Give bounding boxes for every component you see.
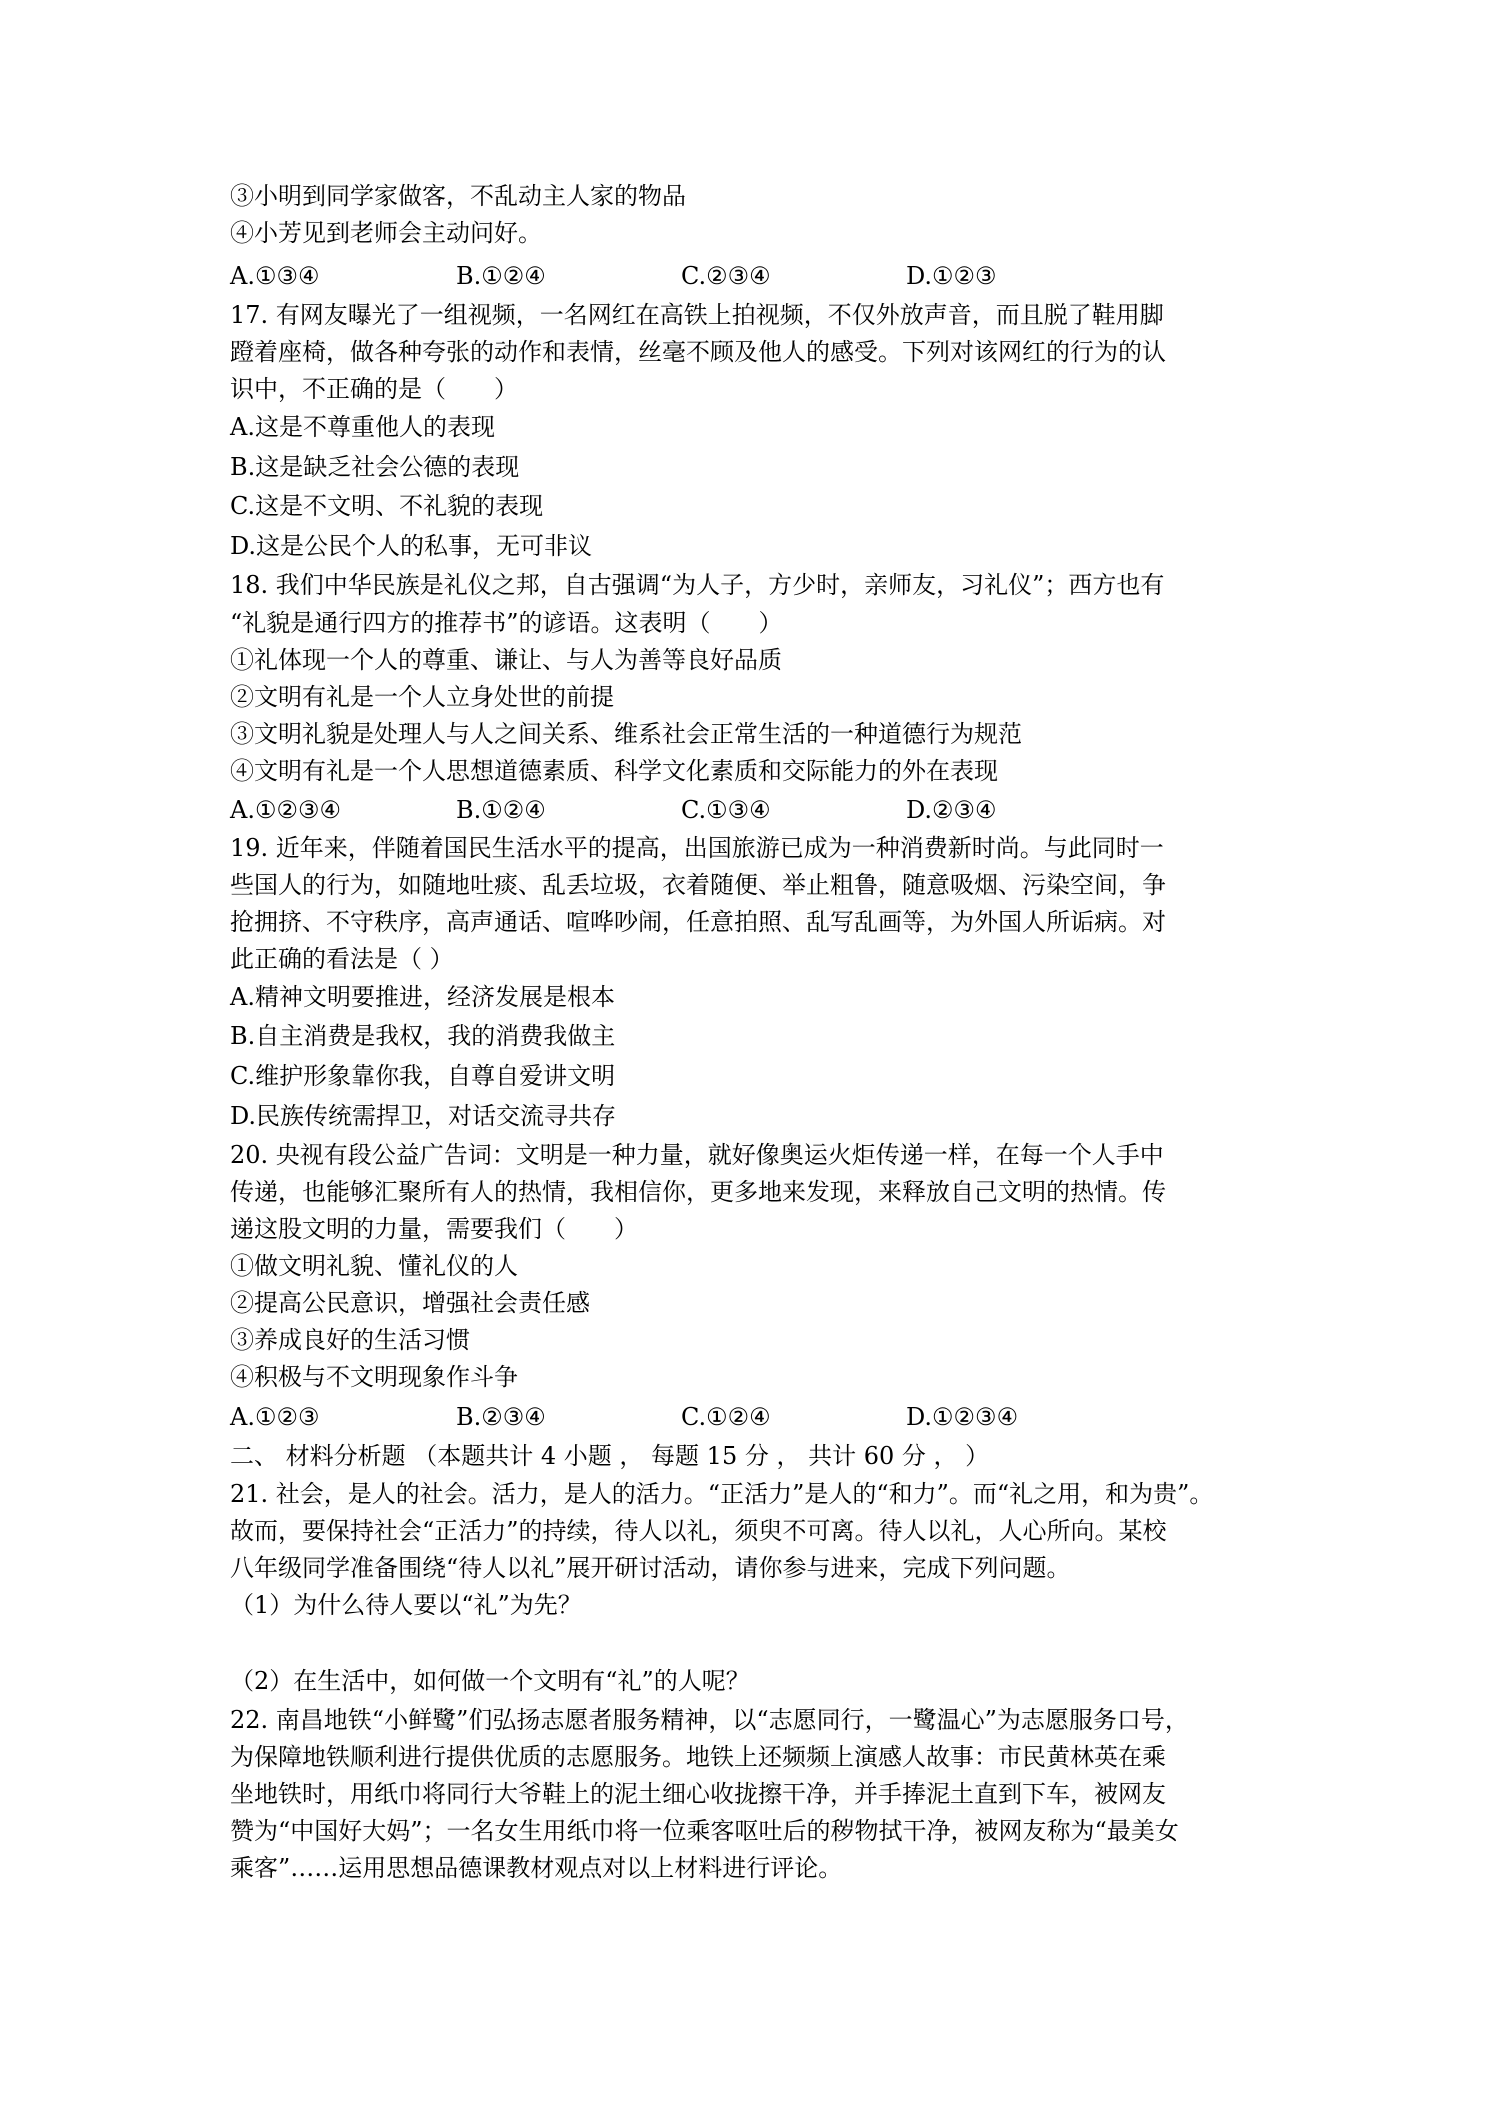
q19-choice-b: B.自主消费是我权，我的消费我做主 xyxy=(230,1022,616,1050)
q20-option-a: A.①②③ xyxy=(230,1403,320,1431)
q17-choice-b: B.这是缺乏社会公德的表现 xyxy=(230,453,520,481)
q19-stem-line-3: 抢拥挤、不守秩序，高声通话、喧哗吵闹，任意拍照、乱写乱画等，为外国人所诟病。对 xyxy=(230,908,1166,936)
q16-item-3: ③小明到同学家做客，不乱动主人家的物品 xyxy=(230,182,686,210)
q19-choice-d: D.民族传统需捍卫，对话交流寻共存 xyxy=(230,1102,617,1130)
q16-option-b: B.①②④ xyxy=(456,262,546,290)
q22-stem-line-4: 赞为“中国好大妈”；一名女生用纸巾将一位乘客呕吐后的秽物拭干净，被网友称为“最美女 xyxy=(230,1817,1179,1845)
q16-option-c: C.②③④ xyxy=(681,262,771,290)
q17-stem-line-2: 蹬着座椅，做各种夸张的动作和表情，丝毫不顾及他人的感受。下列对该网红的行为的认 xyxy=(230,338,1166,366)
q18-option-a: A.①②③④ xyxy=(230,796,342,824)
q20-stem-line-2: 传递，也能够汇聚所有人的热情，我相信你，更多地来发现，来释放自己文明的热情。传 xyxy=(230,1178,1166,1206)
q19-stem-line-2: 些国人的行为，如随地吐痰、乱丢垃圾，衣着随便、举止粗鲁，随意吸烟、污染空间，争 xyxy=(230,871,1166,899)
q18-option-d: D.②③④ xyxy=(906,796,997,824)
q22-stem-line-2: 为保障地铁顺利进行提供优质的志愿服务。地铁上还频频上演感人故事：市民黄林英在乘 xyxy=(230,1743,1166,1771)
q18-option-c: C.①③④ xyxy=(681,796,771,824)
q22-stem-line-1: 22. 南昌地铁“小鲜鹭”们弘扬志愿者服务精神，以“志愿同行，一鹭温心”为志愿服务口号， xyxy=(230,1706,1189,1734)
section-2-heading: 二、 材料分析题 （本题共计 4 小题 ， 每题 15 分 ， 共计 60 分 ， ） xyxy=(230,1442,990,1470)
q19-choice-c: C.维护形象靠你我，自尊自爱讲文明 xyxy=(230,1062,616,1090)
q17-stem-line-3: 识中，不正确的是（ ） xyxy=(230,375,518,403)
q17-choice-a: A.这是不尊重他人的表现 xyxy=(230,413,495,441)
q20-item-3: ③养成良好的生活习惯 xyxy=(230,1326,470,1354)
q21-stem-line-2: 故而，要保持社会“正活力”的持续，待人以礼，须臾不可离。待人以礼，人心所向。某校 xyxy=(230,1517,1167,1545)
q20-option-b: B.②③④ xyxy=(456,1403,546,1431)
q16-item-4: ④小芳见到老师会主动问好。 xyxy=(230,219,542,247)
q18-stem-line-1: 18. 我们中华民族是礼仪之邦，自古强调“为人子，方少时，亲师友，习礼仪”；西方也有 xyxy=(230,571,1165,599)
q17-choice-c: C.这是不文明、不礼貌的表现 xyxy=(230,492,544,520)
q20-option-d: D.①②③④ xyxy=(906,1403,1019,1431)
q18-stem-line-2: “礼貌是通行四方的推荐书”的谚语。这表明（ ） xyxy=(230,609,783,637)
q17-stem-line-1: 17. 有网友曝光了一组视频，一名网红在高铁上拍视频，不仅外放声音，而且脱了鞋用脚 xyxy=(230,301,1164,329)
q20-item-2: ②提高公民意识，增强社会责任感 xyxy=(230,1289,590,1317)
q20-option-c: C.①②④ xyxy=(681,1403,771,1431)
q18-item-4: ④文明有礼是一个人思想道德素质、科学文化素质和交际能力的外在表现 xyxy=(230,757,998,785)
q20-stem-line-1: 20. 央视有段公益广告词：文明是一种力量，就好像奥运火炬传递一样，在每一个人手中 xyxy=(230,1141,1164,1169)
q21-stem-line-3: 八年级同学准备围绕“待人以礼”展开研讨活动，请你参与进来，完成下列问题。 xyxy=(230,1554,1071,1582)
q19-stem-line-4: 此正确的看法是（ ） xyxy=(230,945,454,973)
q18-option-b: B.①②④ xyxy=(456,796,546,824)
q19-choice-a: A.精神文明要推进，经济发展是根本 xyxy=(230,983,615,1011)
q22-stem-line-5: 乘客”……运用思想品德课教材观点对以上材料进行评论。 xyxy=(230,1854,843,1882)
q20-item-4: ④积极与不文明现象作斗争 xyxy=(230,1363,518,1391)
q21-stem-line-1: 21. 社会，是人的社会。活力，是人的活力。“正活力”是人的“和力”。而“礼之用，和为贵”。 xyxy=(230,1480,1214,1508)
q20-stem-line-3: 递这股文明的力量，需要我们（ ） xyxy=(230,1215,638,1243)
q18-item-2: ②文明有礼是一个人立身处世的前提 xyxy=(230,683,614,711)
q16-option-a: A.①③④ xyxy=(230,262,320,290)
q22-stem-line-3: 坐地铁时，用纸巾将同行大爷鞋上的泥土细心收拢擦干净，并手捧泥土直到下车，被网友 xyxy=(230,1780,1166,1808)
q16-option-d: D.①②③ xyxy=(906,262,997,290)
q21-sub-question-1: （1）为什么待人要以“礼”为先？ xyxy=(230,1591,582,1619)
q17-choice-d: D.这是公民个人的私事，无可非议 xyxy=(230,532,593,560)
q18-item-3: ③文明礼貌是处理人与人之间关系、维系社会正常生活的一种道德行为规范 xyxy=(230,720,1022,748)
q19-stem-line-1: 19. 近年来，伴随着国民生活水平的提高，出国旅游已成为一种消费新时尚。与此同时一 xyxy=(230,834,1164,862)
q18-item-1: ①礼体现一个人的尊重、谦让、与人为善等良好品质 xyxy=(230,646,782,674)
q21-sub-question-2: （2）在生活中，如何做一个文明有“礼”的人呢？ xyxy=(230,1667,750,1695)
q20-item-1: ①做文明礼貌、懂礼仪的人 xyxy=(230,1252,518,1280)
